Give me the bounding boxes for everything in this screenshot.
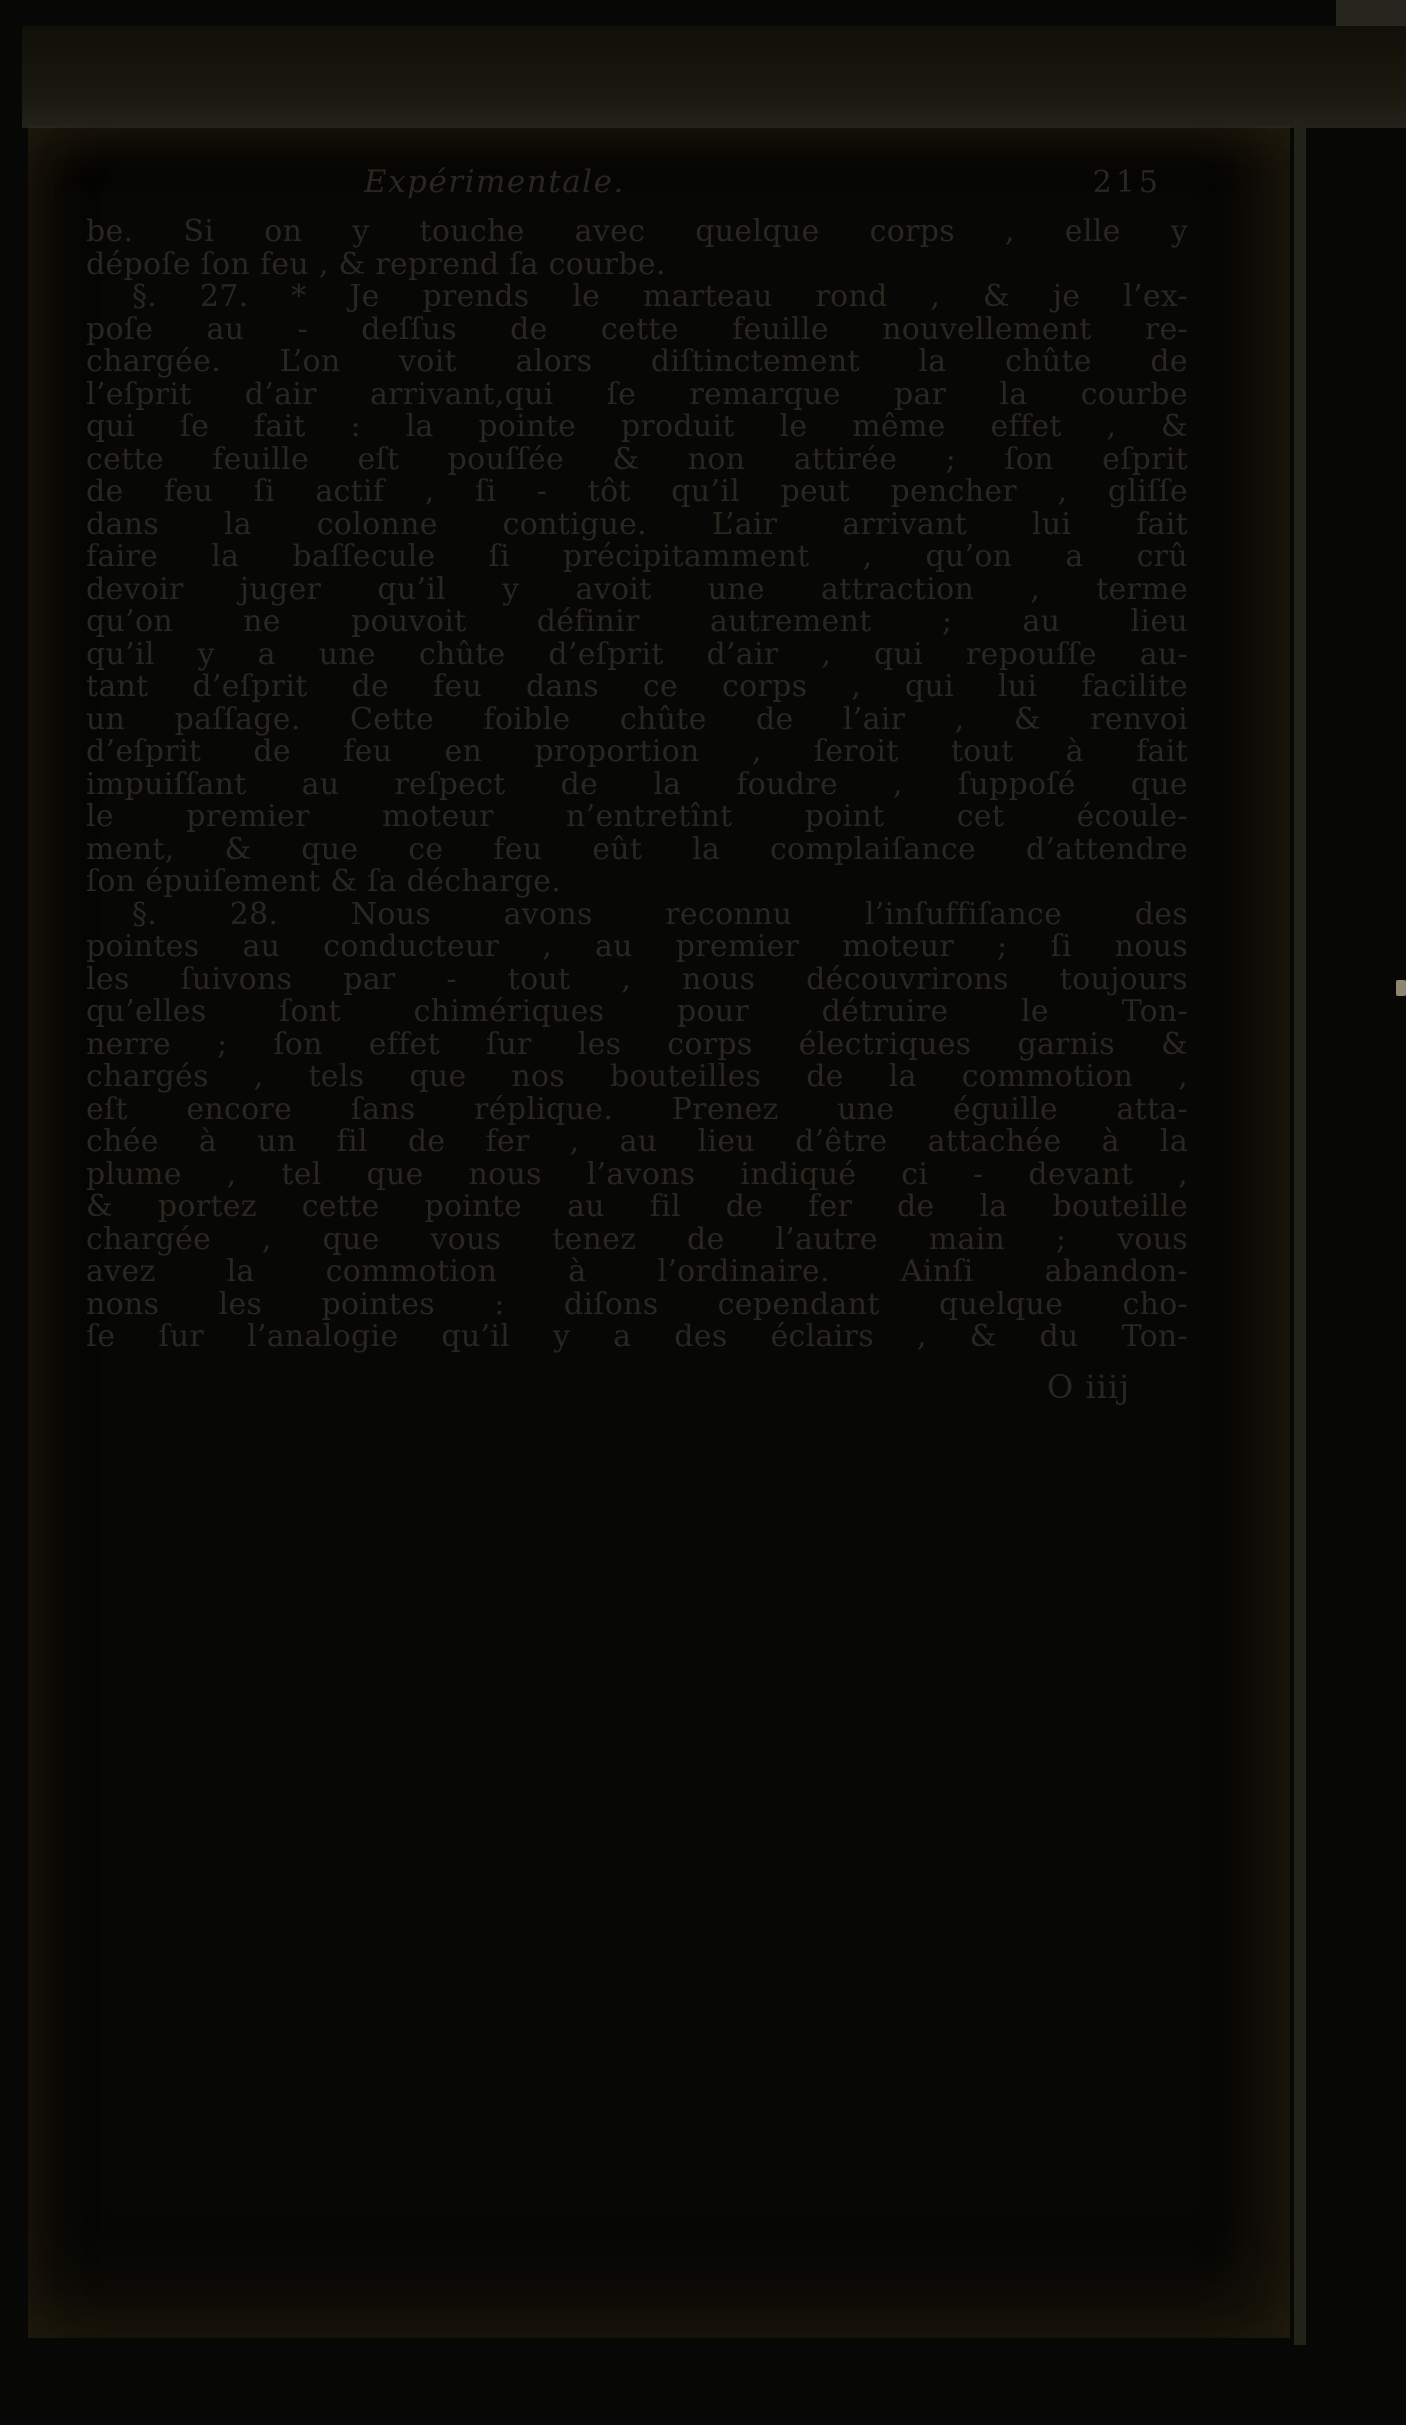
text-line: ſe ſur l’analogie qu’il y a des éclairs , & du Ton- (86, 1319, 1188, 1354)
text-line: pointes au conducteur , au premier moteur ; ſi nous (86, 929, 1188, 964)
scan-edge-artifact (1396, 980, 1406, 996)
page-header (86, 164, 1188, 206)
page-number: 215 (1092, 165, 1162, 200)
text-line: & portez cette pointe au fil de fer de la bouteille (86, 1189, 1188, 1224)
text-line: nons les pointes : diſons cependant quelque cho- (86, 1286, 1188, 1322)
text-line: de feu ſi actif , ſi - tôt qu’il peut pencher , gliſſe (86, 474, 1188, 509)
text-line: qu’il y a une chûte d’eſprit d’air , qui repouſſe au- (86, 636, 1188, 672)
text-line: chée à un fil de fer , au lieu d’être attachée à la (86, 1124, 1188, 1159)
page-edge-shadow (1294, 120, 1306, 2345)
text-line: chargés , tels que nos bouteilles de la commotion , (86, 1059, 1188, 1094)
running-title: Expérimentale. (364, 164, 625, 200)
scan-top-shadow (22, 26, 1406, 128)
text-line: ment, & que ce feu eût la complaiſance d’attendre (86, 831, 1188, 867)
text-line: qui ſe fait : la pointe produit le même effet , & (86, 409, 1188, 444)
text-line: qu’elles ſont chimériques pour détruire le Ton- (86, 994, 1188, 1029)
body-text (86, 216, 1188, 1354)
page-content (28, 126, 1290, 1406)
text-line: les ſuivons par - tout , nous découvrirons toujours (86, 961, 1188, 997)
text-line: be. Si on y touche avec quelque corps , elle y (86, 214, 1188, 249)
text-line: chargée. L’on voit alors diſtinctement la chûte de (86, 344, 1188, 379)
text-line: l’eſprit d’air arrivant,qui ſe remarque par la courbe (86, 376, 1188, 412)
text-line: nerre ; ſon effet ſur les corps électriques garnis & (86, 1026, 1188, 1062)
book-page (28, 126, 1290, 2338)
text-line: ſon épuiſement & ſa décharge. (86, 864, 562, 899)
text-line: qu’on ne pouvoit définir autrement ; au lieu (86, 604, 1188, 639)
signature-mark: O iiij (1046, 1367, 1130, 1406)
text-line: impuiſſant au reſpect de la foudre , ſuppoſé que (86, 766, 1188, 802)
text-line: d’eſprit de feu en proportion , ſeroit tout à fait (86, 734, 1188, 769)
text-line: le premier moteur n’entretînt point cet écoule- (86, 799, 1188, 834)
text-line: faire la baſſecule ſi précipitamment , qu’on a crû (86, 539, 1188, 574)
text-line: un paſſage. Cette foible chûte de l’air , & renvoi (86, 701, 1188, 737)
text-line: chargée , que vous tenez de l’autre main ; vous (86, 1221, 1188, 1257)
text-line: dépoſe ſon feu , & reprend ſa courbe. (86, 246, 666, 282)
text-line: §. 28. Nous avons reconnu l’inſuffiſance des (132, 896, 1188, 932)
text-line: tant d’eſprit de feu dans ce corps , qui lui facilite (86, 669, 1188, 704)
text-line: cette feuille eſt pouſſée & non attirée ; ſon eſprit (86, 441, 1188, 477)
text-line: avez la commotion à l’ordinaire. Ainſi abandon- (86, 1254, 1188, 1289)
text-line: plume , tel que nous l’avons indiqué ci - devant , (86, 1156, 1188, 1192)
text-line: §. 27. * Je prends le marteau rond , & je l’ex- (132, 279, 1188, 314)
text-line: poſe au - deſſus de cette feuille nouvellement re- (86, 311, 1188, 347)
scan-corner-artifact (1336, 0, 1406, 26)
text-line: eſt encore ſans réplique. Prenez une éguille atta- (86, 1091, 1188, 1127)
text-line: devoir juger qu’il y avoit une attraction , terme (86, 571, 1188, 607)
text-line: dans la colonne contigue. L’air arrivant lui fait (86, 506, 1188, 542)
